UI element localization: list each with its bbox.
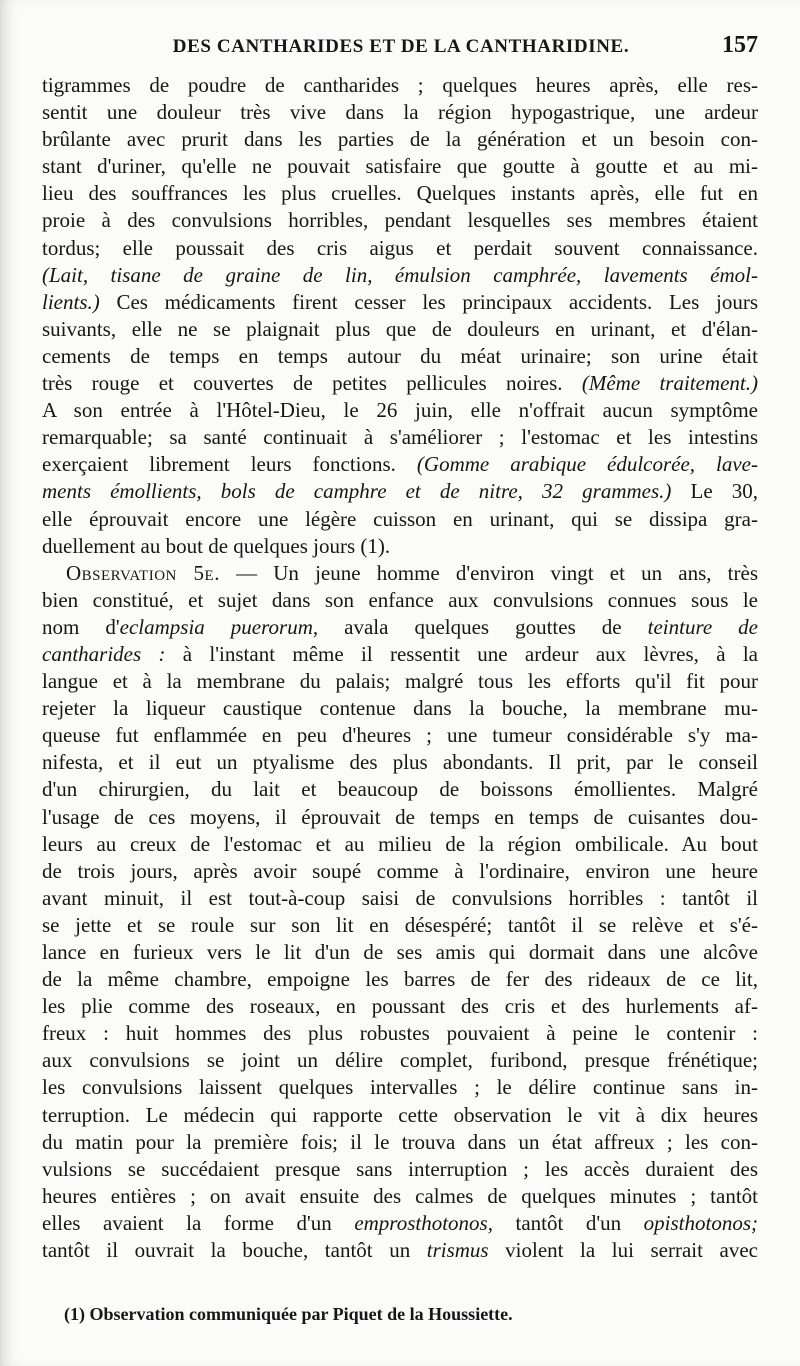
text-line xyxy=(42,560,758,587)
italic-segment: opisthotonos; xyxy=(643,1210,758,1235)
text-line xyxy=(42,343,758,370)
text-line xyxy=(42,749,758,776)
text-line xyxy=(42,885,758,912)
text-line xyxy=(42,939,758,966)
text-segment: tantôt il ouvrait la bouche, tantôt un xyxy=(42,1238,427,1263)
text-segment: à l'instant même il ressentit une ardeur aux lèvres, à la xyxy=(165,641,758,666)
text-segment: bien constitué, et sujet dans son enfance aux convulsions connues sous le xyxy=(42,587,758,612)
text-line xyxy=(42,72,758,99)
text-segment: nom d' xyxy=(42,614,120,639)
text-line xyxy=(42,424,758,451)
text-segment: stant d'uriner, qu'elle ne pouvait satisfaire que goutte à goutte et au mi- xyxy=(42,154,758,179)
text-segment: A son entrée à l'Hôtel-Dieu, le 26 juin, elle n'offrait aucun symptôme xyxy=(42,398,758,423)
text-line xyxy=(42,912,758,939)
running-title: DES CANTHARIDES ET DE LA CANTHARIDINE. xyxy=(172,36,630,57)
text-segment: très rouge et couvertes de petites pellicules noires. xyxy=(42,371,582,396)
text-line xyxy=(42,1047,758,1074)
text-segment: heures entières ; on avait ensuite des calmes de quelques minutes ; tantôt xyxy=(42,1183,758,1208)
footnote: (1) Observation communiquée par Piquet de la Houssiette. xyxy=(64,1304,513,1324)
text-segment: du matin pour la première fois; il le trouva dans un état affreux ; les con- xyxy=(42,1129,758,1154)
italic-segment: trismus xyxy=(426,1238,489,1263)
text-line xyxy=(42,641,758,668)
text-line xyxy=(42,1210,758,1237)
text-segment: terruption. Le médecin qui rapporte cette observation le vit à dix heures xyxy=(42,1102,758,1127)
text-segment: langue et à la membrane du palais; malgré tous les efforts qu'il fit pour xyxy=(42,669,758,694)
text-line xyxy=(42,370,758,397)
text-segment: tordus; elle poussait des cris aigus et perdait souvent connaissance. xyxy=(42,235,758,260)
text-line xyxy=(42,1020,758,1047)
text-segment: — Un jeune homme d'environ vingt et un ans, très xyxy=(219,560,758,585)
text-segment: elles avaient la forme d'un xyxy=(42,1210,355,1235)
italic-segment: (Gomme arabique édulcorée, lave- xyxy=(416,452,758,477)
text-segment: exerçaient librement leurs fonctions. xyxy=(42,452,417,477)
text-segment: se jette et se roule sur son lit en désespéré; tantôt il se relève et s'é- xyxy=(42,912,758,937)
text-segment: freux : huit hommes des plus robustes pouvaient à peine le contenir : xyxy=(42,1021,758,1046)
text-line xyxy=(42,289,758,316)
text-segment: cements de temps en temps autour du méat urinaire; son urine était xyxy=(42,343,758,368)
body-text xyxy=(42,72,758,1264)
text-line xyxy=(42,776,758,803)
text-segment: elle éprouvait encore une légère cuisson en urinant, qui se dissipa gra- xyxy=(42,506,758,531)
text-line xyxy=(42,722,758,749)
text-line xyxy=(42,506,758,533)
text-line xyxy=(42,695,758,722)
text-line xyxy=(42,262,758,289)
text-line xyxy=(42,316,758,343)
text-segment: tigrammes de poudre de cantharides ; quelques heures après, elle res- xyxy=(42,73,758,97)
italic-segment: ments émollients, bols de camphre et de nitre, 32 grammes.) xyxy=(42,479,672,504)
italic-segment: (Même traitement.) xyxy=(581,371,758,396)
text-line xyxy=(42,587,758,614)
text-line xyxy=(42,668,758,695)
text-line xyxy=(42,1237,758,1264)
text-segment: remarquable; sa santé continuait à s'améliorer ; l'estomac et les intestins xyxy=(42,425,758,450)
text-segment: les convulsions laissent quelques intervalles ; le délire continue sans in- xyxy=(42,1075,758,1100)
text-segment: duellement au bout de quelques jours (1). xyxy=(42,533,391,558)
observation-heading: Observation 5e. xyxy=(66,560,220,585)
text-segment: d'un chirurgien, du lait et beaucoup de boissons émollientes. Malgré xyxy=(42,777,758,802)
italic-segment: cantharides : xyxy=(42,641,166,666)
italic-segment: (Lait, tisane de graine de lin, émulsion camphrée, lavements émol- xyxy=(42,262,758,287)
text-segment: l'usage de ces moyens, il éprouvait de temps en temps de cuisantes dou- xyxy=(42,804,758,829)
text-line xyxy=(42,478,758,505)
text-segment: avant minuit, il est tout-à-coup saisi de convulsions horribles : tantôt il xyxy=(42,885,758,910)
text-segment: brûlante avec prurit dans les parties de la génération et un besoin con- xyxy=(42,127,758,152)
text-line xyxy=(42,1074,758,1101)
text-line xyxy=(42,1102,758,1129)
text-line xyxy=(42,858,758,885)
text-line xyxy=(42,993,758,1020)
text-segment: vulsions se succédaient presque sans interruption ; les accès duraient des xyxy=(42,1156,758,1181)
text-line xyxy=(42,153,758,180)
text-segment: Le 30, xyxy=(671,479,758,504)
text-line xyxy=(42,451,758,478)
text-segment: aux convulsions se joint un délire complet, furibond, presque frénétique; xyxy=(42,1048,758,1073)
text-line xyxy=(42,99,758,126)
text-line xyxy=(42,831,758,858)
text-segment: queuse fut enflammée en peu d'heures ; une tumeur considérable s'y ma- xyxy=(42,723,758,748)
text-line xyxy=(42,126,758,153)
text-line xyxy=(42,1183,758,1210)
text-line xyxy=(42,1129,758,1156)
text-line xyxy=(42,966,758,993)
text-segment: les plie comme des roseaux, en poussant des cris et des hurlements af- xyxy=(42,994,758,1019)
page-number: 157 xyxy=(722,32,758,58)
italic-segment: emprosthotonos, xyxy=(354,1210,493,1235)
text-segment: sentit une douleur très vive dans la région hypogastrique, une ardeur xyxy=(42,100,758,125)
text-line xyxy=(42,207,758,234)
text-line xyxy=(42,1156,758,1183)
text-line xyxy=(42,397,758,424)
text-line xyxy=(42,614,758,641)
text-segment: lieu des souffrances les plus cruelles. Quelques instants après, elle fut en xyxy=(42,181,758,206)
text-segment: rejeter la liqueur caustique contenue dans la bouche, la membrane mu- xyxy=(42,696,758,721)
text-line xyxy=(42,804,758,831)
text-segment: Ces médicaments firent cesser les principaux accidents. Les jours xyxy=(99,289,758,314)
text-segment: avala quelques gouttes de xyxy=(318,614,648,639)
text-segment: suivants, elle ne se plaignait plus que de douleurs en urinant, et d'élan- xyxy=(42,316,758,341)
running-head xyxy=(42,34,760,64)
italic-segment: lients.) xyxy=(42,289,100,314)
italic-segment: eclampsia puerorum, xyxy=(119,614,319,639)
italic-segment: teinture de xyxy=(647,614,758,639)
text-segment: proie à des convulsions horribles, pendant lesquelles ses membres étaient xyxy=(42,208,758,233)
text-segment: nifesta, et il eut un ptyalisme des plus abondants. Il prit, par le conseil xyxy=(42,750,758,775)
text-line xyxy=(42,180,758,207)
text-segment: de trois jours, après avoir soupé comme à l'ordinaire, environ une heure xyxy=(42,858,758,883)
text-segment: lance en furieux vers le lit d'un de ses amis qui dormait dans une alcôve xyxy=(42,940,758,964)
text-line xyxy=(42,533,758,560)
text-segment: de la même chambre, empoigne les barres de fer des rideaux de ce lit, xyxy=(42,967,758,992)
text-segment: tantôt d'un xyxy=(492,1210,644,1235)
text-segment: violent la lui serrait avec xyxy=(488,1238,758,1263)
text-line xyxy=(42,235,758,262)
text-segment: leurs au creux de l'estomac et au milieu de la région ombilicale. Au bout xyxy=(42,831,758,856)
